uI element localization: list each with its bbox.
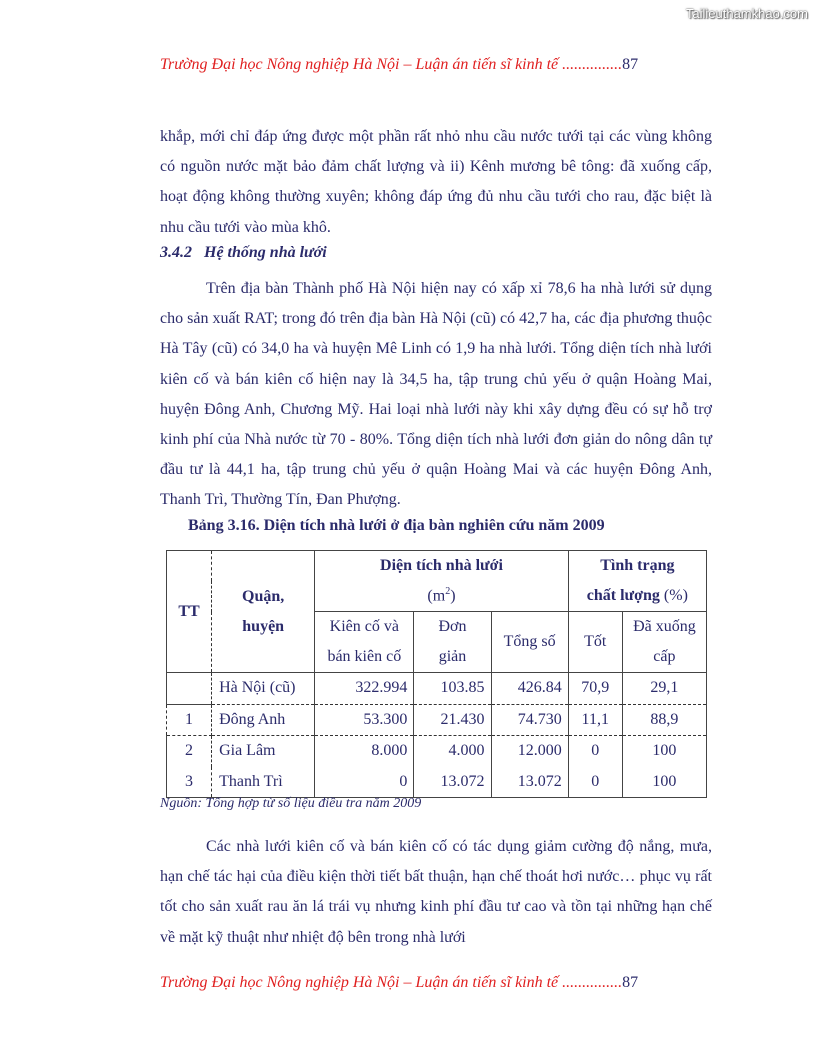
cell-tt [167,673,212,705]
body-paragraph: khắp, mới chỉ đáp ứng được một phần rất nhỏ nhu cầu nước tưới tại các vùng không có nguồn nước mặt bảo đảm chất lượng và ii) Kênh mương bê tông: đã xuống cấp, hoạt động không thường xuyên; không đáp ứng đủ nhu cầu tưới cho rau, đặc biệt là nhu cầu tưới vào mùa khô. [160,128,712,236]
section-heading [160,244,327,262]
header-total: Tổng số [491,612,568,673]
header-quality-line1: Tình trạng [568,551,706,582]
quality-label: chất lượng [586,587,660,604]
cell-simple: 13.072 [414,767,491,798]
cell-simple: 103.85 [414,673,491,705]
cell-total: 426.84 [491,673,568,705]
quality-unit: (%) [663,587,688,604]
cell-degraded: 100 [622,767,706,798]
header-district [212,551,315,673]
unit-prefix: (m [427,587,446,605]
unit-suffix: ) [450,587,456,605]
section-title: Hệ thống nhà lưới [204,244,327,261]
running-header [160,56,700,74]
header-area-unit [315,581,568,612]
cell-simple: 21.430 [414,704,491,736]
cell-degraded: 100 [622,736,706,767]
body-paragraph: Các nhà lưới kiên cố và bán kiên cố có tác dụng giảm cường độ nắng, mưa, hạn chế tác hại của điều kiện thời tiết bất thuận, hạn chế thoát hơi nước… phục vụ rất tốt cho sản xuất rau ăn lá trái vụ nhưng kinh phí đầu tư cao và tồn tại những hạn chế về mặt kỹ thuật như nhiệt độ bên trong nhà lưới [160,838,712,946]
cell-degraded: 29,1 [622,673,706,705]
header-simple: Đơn giản [414,612,491,673]
table-source-note: Nguồn: Tổng hợp từ số liệu điều tra năm 2009 [160,796,422,811]
data-table [166,550,707,798]
cell-solid: 322.994 [315,673,414,705]
page-number: 87 [622,974,639,991]
watermark-text: Tailieuthamkhao.com [685,6,808,21]
cell-total: 74.730 [491,704,568,736]
cell-good: 0 [568,767,622,798]
cell-solid: 0 [315,767,414,798]
unit-superscript: 2 [445,586,451,598]
section-number: 3.4.2 [160,244,192,261]
table-row [167,704,707,736]
cell-simple: 4.000 [414,736,491,767]
header-quality-line2 [568,581,706,612]
cell-district: Đông Anh [212,704,315,736]
running-header-text: Trường Đại học Nông nghiệp Hà Nội – Luận án tiến sĩ kinh tế ............... [160,56,623,73]
header-district-label: Quận, huyện [242,587,285,635]
header-good: Tốt [568,612,622,673]
cell-good: 0 [568,736,622,767]
cell-tt: 2 [167,736,212,767]
cell-solid: 8.000 [315,736,414,767]
cell-tt: 3 [167,767,212,798]
cell-district: Gia Lâm [212,736,315,767]
cell-good: 70,9 [568,673,622,705]
cell-degraded: 88,9 [622,704,706,736]
cell-district: Thanh Trì [212,767,315,798]
header-degraded: Đã xuống cấp [622,612,706,673]
header-tt: TT [167,551,212,673]
table-row [167,736,707,767]
cell-total: 13.072 [491,767,568,798]
cell-total: 12.000 [491,736,568,767]
cell-tt: 1 [167,704,212,736]
running-footer-text: Trường Đại học Nông nghiệp Hà Nội – Luận án tiến sĩ kinh tế ............... [160,974,623,991]
header-solid: Kiên cố và bán kiên cố [315,612,414,673]
running-footer [160,974,700,992]
table-caption: Bảng 3.16. Diện tích nhà lưới ở địa bàn nghiên cứu năm 2009 [188,517,605,534]
body-paragraph: Trên địa bàn Thành phố Hà Nội hiện nay có xấp xỉ 78,6 ha nhà lưới sử dụng cho sản xuất RAT; trong đó trên địa bàn Hà Nội (cũ) có 42,7 ha, các địa phương thuộc Hà Tây (cũ) có 34,0 ha và huyện Mê Linh có 1,9 ha nhà lưới. Tổng diện tích nhà lưới kiên cố và bán kiên cố hiện nay là 34,5 ha, tập trung chủ yếu ở quận Hoàng Mai, huyện Đông Anh, Chương Mỹ. Hai loại nhà lưới này khi xây dựng đều có sự hỗ trợ kinh phí của Nhà nước từ 70 - 80%. Tổng diện tích nhà lưới đơn giản do nông dân tự đầu tư là 44,1 ha, tập trung chủ yếu ở quận Hoàng Mai và các huyện Đông Anh, Thanh Trì, Thường Tín, Đan Phượng. [160,280,712,509]
table-row [167,767,707,798]
header-area-group: Diện tích nhà lưới [315,551,568,582]
cell-district: Hà Nội (cũ) [212,673,315,705]
table-row [167,673,707,705]
page-number: 87 [622,56,639,73]
cell-solid: 53.300 [315,704,414,736]
cell-good: 11,1 [568,704,622,736]
